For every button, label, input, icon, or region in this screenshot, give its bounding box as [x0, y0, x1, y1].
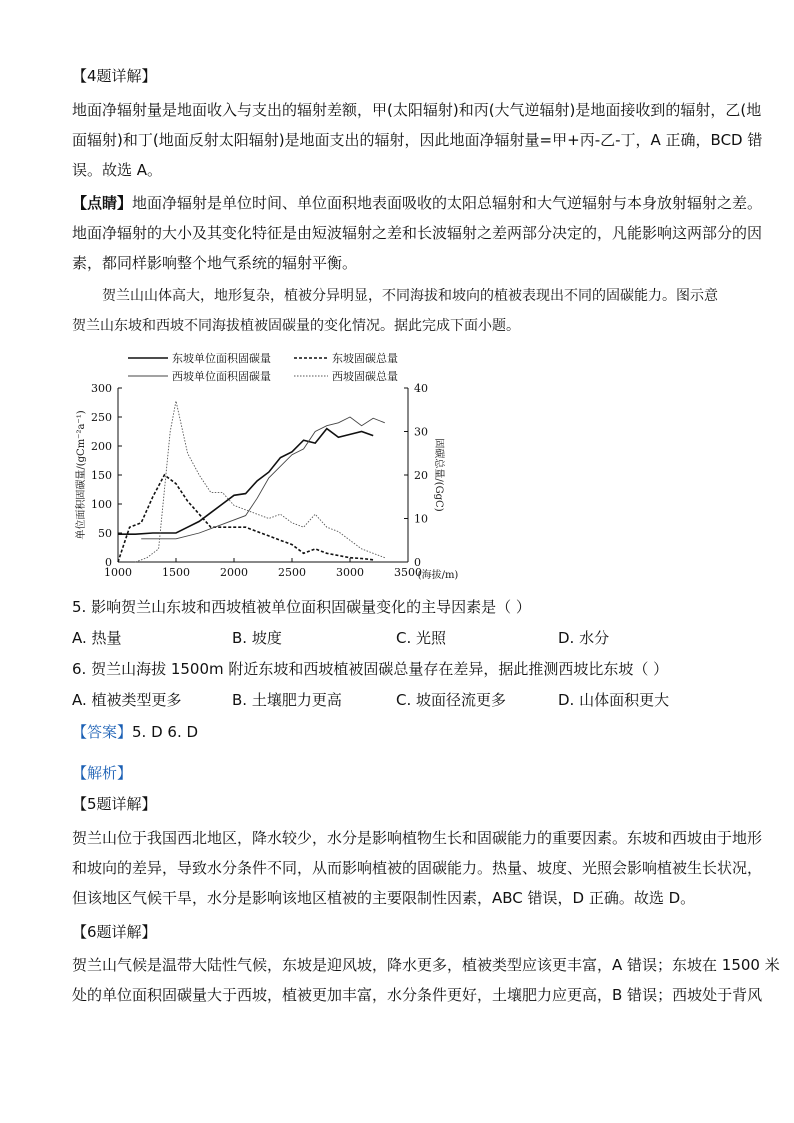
q5-line-2: 和坡向的差异，导致水分条件不同，从而影响植被的固碳能力。热量、坡度、光照会影响植被生长状况， [72, 859, 763, 877]
q4-line-2: 面辐射)和丁(地面反射太阳辐射)是地面支出的辐射，因此地面净辐射量=甲+丙-乙-丁，A 正确，BCD 错 [72, 131, 763, 149]
q5-header: 【5题详解】 [72, 795, 157, 813]
tip-line-2: 地面净辐射的大小及其变化特征是由短波辐射之差和长波辐射之差两部分决定的，凡能影响这两部分的因 [72, 224, 763, 242]
y-right-tick-label: 40 [414, 382, 428, 395]
q6-option-b[interactable]: B. 土壤肥力更高 [232, 691, 342, 709]
q6-option-a[interactable]: A. 植被类型更多 [72, 691, 182, 709]
intro-line-2: 贺兰山东坡和西坡不同海拔植被固碳量的变化情况。据此完成下面小题。 [72, 318, 520, 334]
x-tick-label: 3000 [336, 566, 364, 579]
x-tick-label: 2000 [220, 566, 248, 579]
tip-first: 地面净辐射是单位时间、单位面积地表面吸收的太阳总辐射和大气逆辐射与本身放射辐射之差。 [132, 194, 763, 212]
answer-line [72, 722, 198, 742]
y-left-tick-label: 200 [91, 440, 112, 453]
y-right-tick-label: 10 [414, 512, 428, 526]
y-right-tick-label: 0 [414, 556, 421, 569]
q5-option-a[interactable]: A. 热量 [72, 629, 122, 647]
q6-line-2: 处的单位面积固碳量大于西坡，植被更加丰富，水分条件更好，土壤肥力应更高，B 错误；西坡处于背风 [72, 986, 763, 1004]
intro-line-1: 贺兰山山体高大，地形复杂，植被分异明显，不同海拔和坡向的植被表现出不同的固碳能力。图示意 [102, 288, 718, 304]
q5-line-3: 但该地区气候干旱，水分是影响该地区植被的主要限制性因素，ABC 错误，D 正确。故选 D。 [72, 889, 696, 907]
x-tick-label: 3500 [394, 566, 422, 579]
analysis-label: 【解析】 [72, 764, 133, 782]
y-left-axis-label: 单位面积固碳量/(gCm⁻²a⁻¹) [76, 410, 87, 540]
q4-line-3: 误。故选 A。 [72, 161, 163, 179]
y-right-tick-label: 30 [414, 425, 428, 439]
x-tick-label: 1000 [104, 566, 132, 579]
answer-label: 【答案】 [72, 723, 133, 741]
x-axis-label: (海拔/m) [417, 570, 459, 581]
legend-label-4: 西坡固碳总量 [332, 370, 398, 383]
question-6-stem: 6. 贺兰山海拔 1500m 附近东坡和西坡植被固碳总量存在差异，据此推测西坡比东坡（ ） [72, 660, 669, 678]
answer-text: 5. D 6. D [132, 723, 199, 741]
q5-option-b[interactable]: B. 坡度 [232, 629, 282, 647]
q4-header: 【4题详解】 [72, 67, 157, 85]
y-left-tick-label: 300 [91, 382, 112, 395]
legend-label-3: 西坡单位面积固碳量 [172, 370, 271, 383]
tip-line-3: 素，都同样影响整个地气系统的辐射平衡。 [72, 254, 358, 272]
y-left-tick-label: 250 [91, 411, 112, 424]
y-left-tick-label: 100 [91, 498, 112, 511]
q5-option-d[interactable]: D. 水分 [558, 629, 610, 647]
q6-option-d[interactable]: D. 山体面积更大 [558, 691, 670, 709]
legend-label-1: 东坡单位面积固碳量 [172, 352, 271, 365]
q5-line-1: 贺兰山位于我国西北地区，降水较少，水分是影响植物生长和固碳能力的重要因素。东坡和西坡由于地形 [72, 829, 763, 847]
q6-header: 【6题详解】 [72, 923, 157, 941]
legend-label-2: 东坡固碳总量 [332, 352, 398, 365]
y-left-tick-label: 50 [98, 527, 112, 540]
series-line-1 [118, 429, 373, 535]
y-left-tick-label: 0 [105, 556, 112, 569]
q4-line-1: 地面净辐射量是地面收入与支出的辐射差额，甲(太阳辐射)和丙(大气逆辐射)是地面接收到的辐射，乙(地 [72, 101, 762, 119]
x-tick-label: 1500 [162, 566, 190, 579]
y-right-tick-label: 20 [414, 469, 428, 482]
series-line-2 [118, 475, 373, 562]
q6-option-c[interactable]: C. 坡面径流更多 [396, 691, 507, 709]
tip-line-1 [72, 193, 762, 213]
q6-line-1: 贺兰山气候是温带大陆性气候，东坡是迎风坡，降水更多，植被类型应该更丰富，A 错误；东坡在 1500 米 [72, 956, 780, 974]
y-left-tick-label: 150 [91, 469, 112, 482]
x-tick-label: 2500 [278, 566, 306, 579]
tip-label: 【点睛】 [72, 194, 133, 212]
carbon-chart [70, 344, 459, 584]
question-5-stem: 5. 影响贺兰山东坡和西坡植被单位面积固碳量变化的主导因素是（ ） [72, 598, 531, 616]
q5-option-c[interactable]: C. 光照 [396, 629, 447, 647]
y-right-axis-label: 固碳总量/(GgC) [433, 438, 444, 512]
